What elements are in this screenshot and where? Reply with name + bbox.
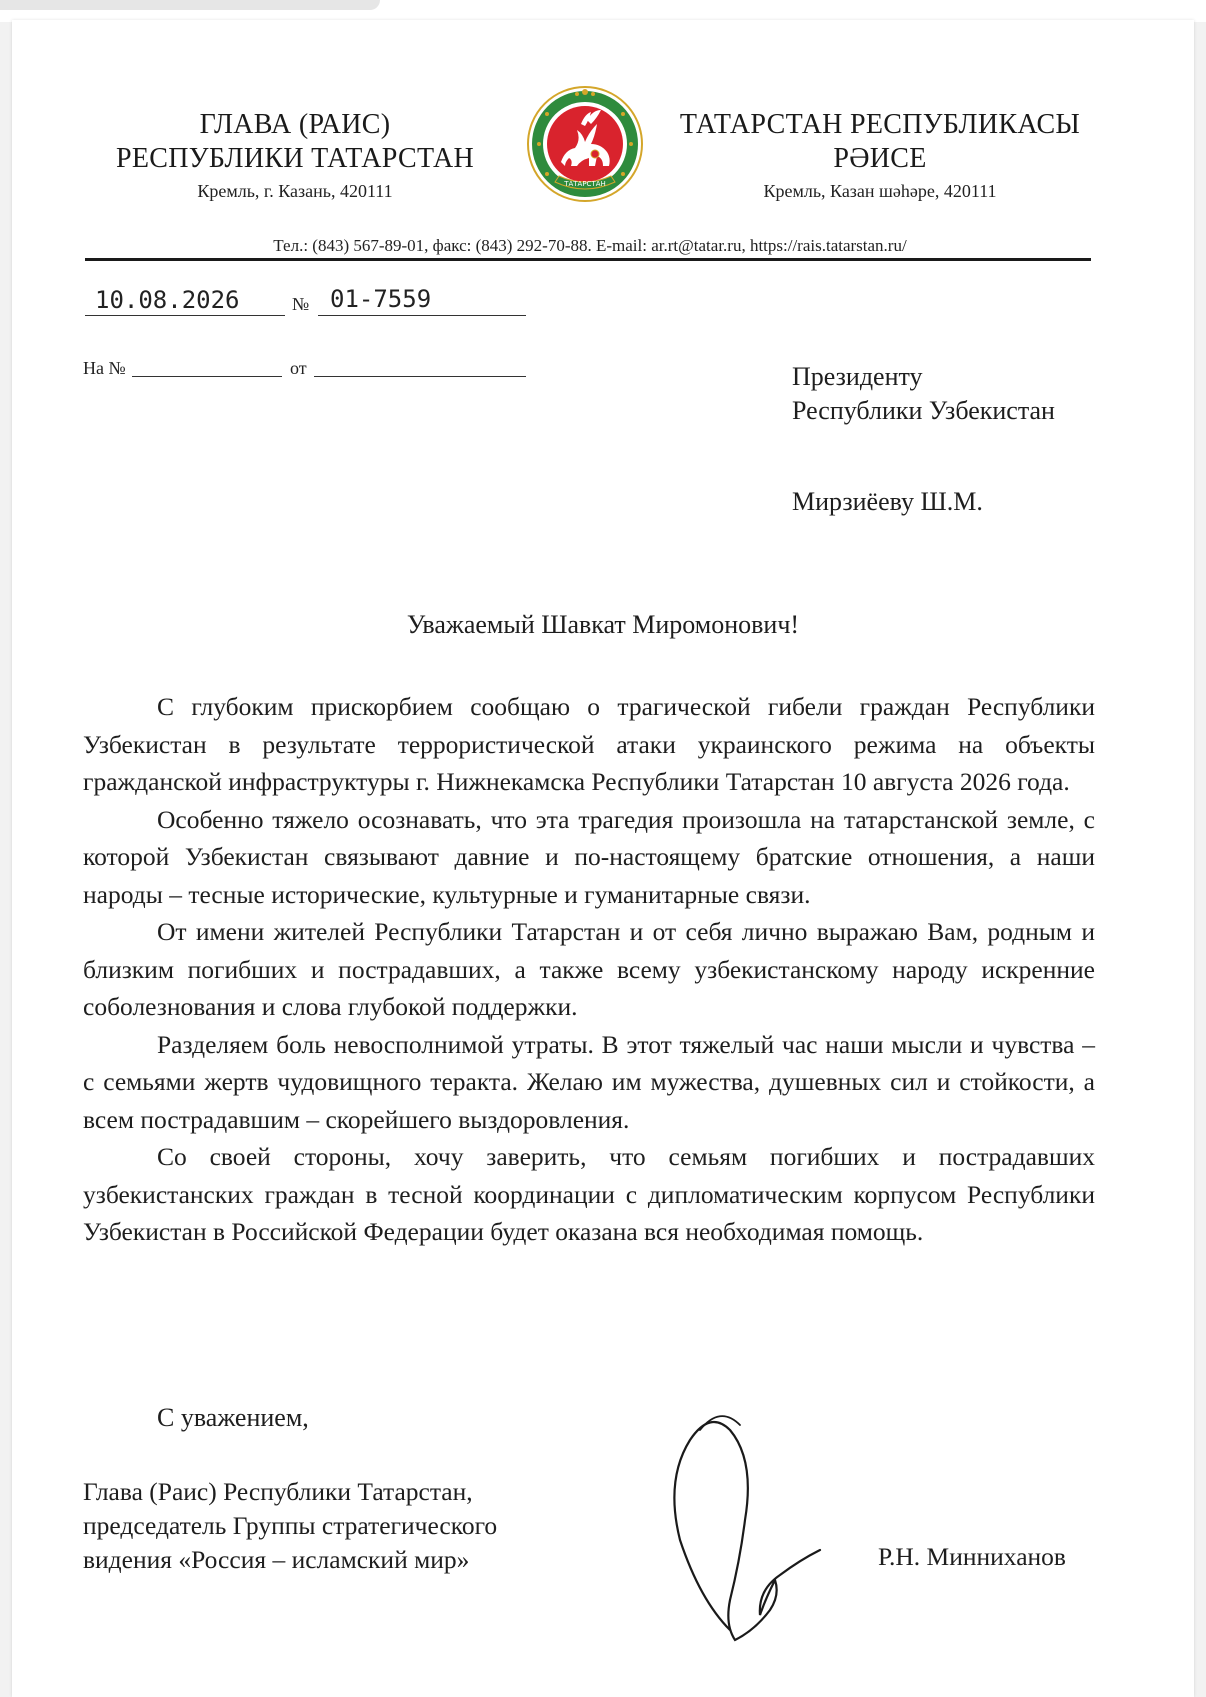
date-underline — [85, 315, 285, 316]
tatarstan-emblem-icon — [525, 84, 645, 204]
viewer-top-bar — [0, 0, 1206, 22]
viewer-top-pill — [0, 0, 380, 10]
signer-position-line3: видения «Россия – исламский мир» — [83, 1545, 470, 1574]
header-left-address: Кремль, г. Казань, 420111 — [197, 181, 393, 201]
number-underline — [318, 315, 526, 316]
contacts-line: Тел.: (843) 567-89-01, факс: (843) 292-70-88. E-mail: ar.rt@tatar.ru, https://rais.tatarstan.ru/ — [273, 236, 907, 255]
ref-number-underline — [132, 376, 282, 377]
header-left-line2: РЕСПУБЛИКИ ТАТАРСТАН — [115, 143, 475, 174]
handwritten-signature-icon — [660, 1400, 830, 1650]
header-left-line1: ГЛАВА (РАИС) — [199, 109, 391, 140]
header-right-address: Кремль, Казан шәһәре, 420111 — [763, 181, 997, 201]
number-label: № — [292, 294, 310, 314]
letter-number: 01-7559 — [330, 285, 432, 313]
ref-from-label: от — [290, 358, 307, 378]
signer-position — [83, 1475, 497, 1577]
header-right-block — [660, 108, 1100, 204]
emblem-ribbon-text: ТАТАРСТАН — [564, 180, 606, 188]
addressee-name: Мирзиёеву Ш.М. — [792, 487, 983, 516]
header-rule — [85, 258, 1091, 261]
ref-number-label: На № — [83, 358, 126, 378]
body-paragraph-4: Разделяем боль невосполнимой утраты. В этот тяжелый час наши мысли и чувства – с семьями жертв чудовищного теракта. Желаю им мужества, душевных сил и стойкости, а всем пострадавшим – скорейшего выздоровления. — [83, 1029, 1095, 1134]
signer-name: Р.Н. Минниханов — [878, 1542, 1066, 1571]
closing-phrase: С уважением, — [157, 1403, 309, 1432]
letter-date: 10.08.2026 — [95, 286, 240, 314]
header-left-block — [95, 108, 495, 204]
salutation: Уважаемый Шавкат Миромонович! — [406, 610, 800, 639]
addressee-line1: Президенту — [792, 362, 923, 391]
header-right-line2: РӘИСЕ — [833, 143, 927, 174]
body-paragraph-5: Со своей стороны, хочу заверить, что семьям погибших и пострадавших узбекистанских граждан в тесной координации с дипломатическим корпусом Республики Узбекистан в Российской Федерации будет оказана вся необходимая помощь. — [83, 1142, 1095, 1246]
body-paragraph-3: От имени жителей Республики Татарстан и от себя лично выражаю Вам, родным и близким погибших и пострадавших, а также всему узбекистанскому народу искренние соболезнования и слова глубокой поддержки. — [83, 917, 1095, 1021]
body-paragraph-1: С глубоким прискорбием сообщаю о трагической гибели граждан Республики Узбекистан в результате террористической атаки украинского режима на объекты гражданской инфраструктуры г. Нижнекамска Республики Татарстан 10 августа 2026 года. — [83, 692, 1095, 796]
header-right-line1: ТАТАРСТАН РЕСПУБЛИКАСЫ — [679, 109, 1081, 140]
addressee-line2: Республики Узбекистан — [792, 396, 1055, 425]
signer-position-line1: Глава (Раис) Республики Татарстан, — [83, 1477, 473, 1506]
addressee-block — [792, 360, 1055, 428]
ref-from-underline — [314, 376, 526, 377]
signer-position-line2: председатель Группы стратегического — [83, 1511, 498, 1540]
letter-body — [83, 688, 1095, 1251]
body-paragraph-2: Особенно тяжело осознавать, что эта трагедия произошла на татарстанской земле, с которой Узбекистан связывают давние и по-настоящему братские отношения, а наши народы – тесные исторические, культурные и гуманитарные связи. — [83, 804, 1095, 909]
